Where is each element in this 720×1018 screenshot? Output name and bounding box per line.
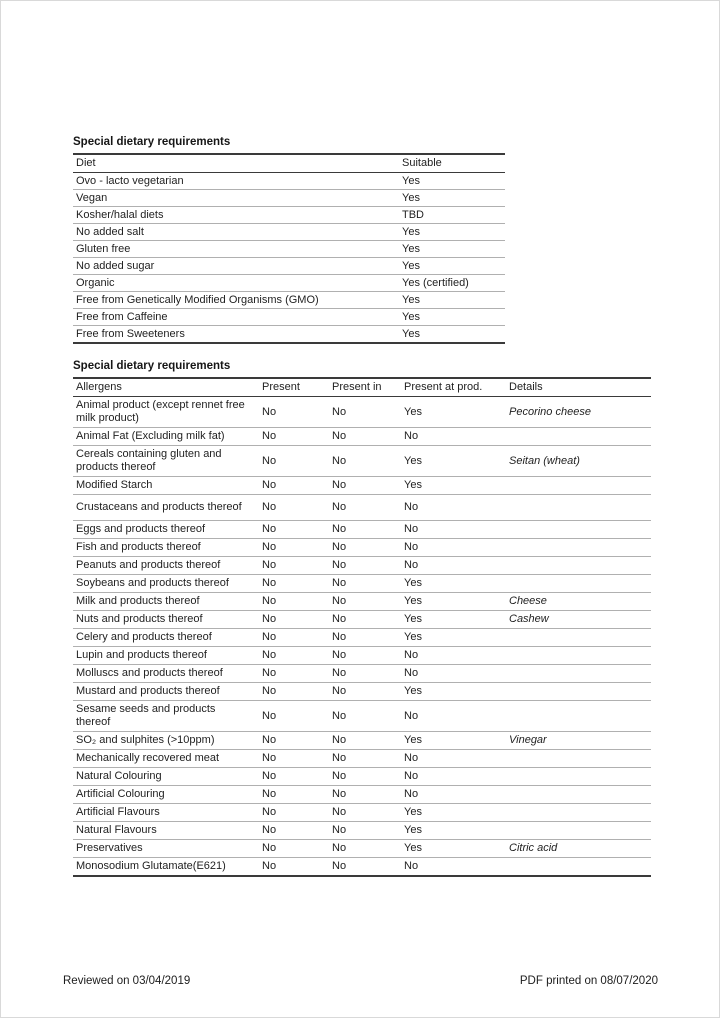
dietary-table-row: [73, 292, 505, 309]
details-cell: Vinegar: [506, 732, 651, 750]
present-in-cell: No: [329, 477, 401, 495]
present-at-prod-cell: No: [401, 701, 506, 732]
present-cell: No: [262, 405, 277, 418]
present-in-cell: No: [329, 786, 401, 804]
present-cell: No: [259, 593, 329, 611]
allergen-cell: Lupin and products thereof: [73, 647, 259, 665]
present-at-prod-cell: No: [401, 858, 506, 877]
diet-cell: Free from Genetically Modified Organisms (GMO): [73, 292, 399, 309]
present-cell: No: [259, 428, 329, 446]
column-header-diet: Diet: [73, 154, 399, 173]
present-at-prod-cell: Yes: [401, 683, 506, 701]
allergen-cell: Cereals containing gluten and products thereof: [73, 446, 259, 477]
present-cell: No: [259, 768, 329, 786]
allergen-table-row: [73, 858, 651, 877]
present-in-cell: No: [329, 557, 401, 575]
allergen-cell: Crustaceans and products thereof: [73, 495, 259, 521]
allergen-cell: Milk and products thereof: [73, 593, 259, 611]
present-in-cell: No: [329, 575, 401, 593]
present-cell: No: [259, 611, 329, 629]
present-cell: No: [259, 804, 329, 822]
allergen-cell: Nuts and products thereof: [73, 611, 259, 629]
footer-printed-date: PDF printed on 08/07/2020: [519, 975, 658, 987]
present-at-prod-cell: Yes: [401, 611, 506, 629]
column-header-present-at-prod: Present at prod.: [401, 378, 506, 397]
dietary-header-row: [73, 154, 505, 173]
allergen-table-row: [73, 477, 651, 495]
suitable-cell: Yes: [399, 309, 505, 326]
present-in-cell: No: [329, 647, 401, 665]
allergen-cell: Modified Starch: [73, 477, 259, 495]
present-in-cell: No: [329, 804, 401, 822]
dietary-table-body: [73, 173, 505, 344]
allergen-table-row: [73, 683, 651, 701]
allergen-table-row: [73, 428, 651, 446]
present-cell: No: [259, 786, 329, 804]
present-at-prod-cell: No: [401, 539, 506, 557]
present-at-prod-cell: No: [401, 786, 506, 804]
allergen-table-row: [73, 446, 651, 477]
details-cell: [506, 477, 651, 495]
present-at-prod-cell: No: [401, 495, 506, 521]
allergen-cell: Artificial Flavours: [73, 804, 259, 822]
present-in-cell: No: [329, 665, 401, 683]
allergens-header-row: [73, 378, 651, 397]
present-cell: No: [259, 495, 329, 521]
present-at-prod-cell: Yes: [401, 593, 506, 611]
allergen-table-row: [73, 629, 651, 647]
allergen-table-row: [73, 495, 651, 521]
present-at-prod-cell: Yes: [401, 575, 506, 593]
allergens-table-body: [73, 397, 651, 877]
present-in-cell: No: [329, 683, 401, 701]
allergen-table-row: [73, 647, 651, 665]
diet-cell: Organic: [73, 275, 399, 292]
details-cell: [506, 539, 651, 557]
present-in-cell: No: [329, 701, 401, 732]
present-at-prod-cell: Yes: [401, 629, 506, 647]
dietary-table-row: [73, 224, 505, 241]
suitable-cell: Yes: [399, 224, 505, 241]
allergen-table-row: [73, 593, 651, 611]
allergen-table-row: [73, 575, 651, 593]
present-cell: No: [259, 840, 329, 858]
allergen-table-row: [73, 665, 651, 683]
suitable-cell: Yes: [399, 258, 505, 275]
dietary-table-row: [73, 258, 505, 275]
present-in-cell: No: [329, 611, 401, 629]
suitable-cell: Yes: [399, 326, 505, 344]
present-at-prod-cell: No: [401, 521, 506, 539]
details-cell: [506, 629, 651, 647]
allergen-table-row: [73, 397, 651, 428]
present-cell: No: [259, 750, 329, 768]
present-at-prod-cell: No: [401, 557, 506, 575]
allergen-cell: Natural Flavours: [73, 822, 259, 840]
dietary-table-row: [73, 309, 505, 326]
column-header-suitable: Suitable: [399, 154, 505, 173]
present-at-prod-cell: No: [401, 768, 506, 786]
allergen-cell: Sesame seeds and products thereof: [73, 701, 259, 732]
present-at-prod-cell: Yes: [401, 732, 506, 750]
present-in-cell: No: [329, 822, 401, 840]
allergen-cell: Fish and products thereof: [73, 539, 259, 557]
allergen-cell: Soybeans and products thereof: [73, 575, 259, 593]
suitable-cell: Yes (certified): [399, 275, 505, 292]
page-footer: [63, 974, 658, 988]
allergen-cell: Mustard and products thereof: [73, 683, 259, 701]
present-cell: No: [259, 629, 329, 647]
diet-cell: No added sugar: [73, 258, 399, 275]
allergen-cell: Animal Fat (Excluding milk fat): [73, 428, 259, 446]
dietary-requirements-section: [73, 136, 505, 344]
details-cell: [506, 521, 651, 539]
present-at-prod-cell: Yes: [401, 804, 506, 822]
details-cell: [506, 683, 651, 701]
present-cell: No: [259, 858, 329, 877]
allergen-table-row: [73, 539, 651, 557]
details-cell: [506, 665, 651, 683]
allergen-table-row: [73, 557, 651, 575]
column-header-details: Details: [506, 378, 651, 397]
present-cell: No: [259, 539, 329, 557]
suitable-cell: Yes: [399, 292, 505, 309]
dietary-table-row: [73, 207, 505, 224]
suitable-cell: Yes: [399, 241, 505, 258]
present-in-cell: No: [329, 750, 401, 768]
present-cell: No: [259, 665, 329, 683]
allergens-section: [73, 360, 651, 877]
details-cell: [506, 495, 651, 521]
allergen-table-row: [73, 750, 651, 768]
allergen-table-row: [73, 701, 651, 732]
dietary-table-row: [73, 241, 505, 258]
present-in-cell: No: [329, 768, 401, 786]
column-header-present-in: Present in: [329, 378, 401, 397]
present-at-prod-cell: Yes: [401, 446, 506, 477]
present-cell: No: [259, 732, 329, 750]
details-cell: [506, 750, 651, 768]
present-cell: No: [259, 647, 329, 665]
suitable-cell: Yes: [402, 174, 420, 187]
diet-cell: Free from Sweeteners: [73, 326, 399, 344]
present-in-cell: No: [329, 428, 401, 446]
allergen-table-row: [73, 822, 651, 840]
suitable-cell: TBD: [399, 207, 505, 224]
present-in-cell: No: [332, 405, 347, 418]
present-cell: No: [259, 477, 329, 495]
present-at-prod-cell: Yes: [401, 822, 506, 840]
details-cell: Seitan (wheat): [506, 446, 651, 477]
details-cell: Cashew: [506, 611, 651, 629]
details-cell: [506, 786, 651, 804]
diet-cell: Vegan: [73, 190, 399, 207]
diet-cell: No added salt: [73, 224, 399, 241]
allergen-cell: SO₂ and sulphites (>10ppm): [73, 732, 259, 750]
details-cell: [506, 768, 651, 786]
dietary-table-row: [73, 190, 505, 207]
column-header-allergens: Allergens: [73, 378, 259, 397]
present-in-cell: No: [329, 446, 401, 477]
present-in-cell: No: [329, 840, 401, 858]
dietary-table-row: [73, 326, 505, 344]
present-cell: No: [259, 701, 329, 732]
details-cell: [506, 575, 651, 593]
present-in-cell: No: [329, 521, 401, 539]
present-in-cell: No: [329, 858, 401, 877]
dietary-table-row: [73, 173, 505, 190]
allergen-cell: Artificial Colouring: [73, 786, 259, 804]
dietary-table-row: [73, 275, 505, 292]
present-at-prod-cell: Yes: [401, 477, 506, 495]
details-cell: Cheese: [506, 593, 651, 611]
allergen-table-row: [73, 804, 651, 822]
present-in-cell: No: [329, 732, 401, 750]
allergen-cell: Animal product (except rennet free milk product): [76, 399, 245, 424]
footer-reviewed-date: Reviewed on 03/04/2019: [63, 975, 191, 987]
allergen-table-row: [73, 521, 651, 539]
allergen-table-row: [73, 786, 651, 804]
allergens-table-title: Special dietary requirements: [73, 360, 231, 372]
details-cell: [506, 858, 651, 877]
details-cell: Citric acid: [506, 840, 651, 858]
present-cell: No: [259, 575, 329, 593]
allergen-cell: Eggs and products thereof: [73, 521, 259, 539]
allergen-cell: Peanuts and products thereof: [73, 557, 259, 575]
present-cell: No: [259, 446, 329, 477]
present-at-prod-cell: No: [401, 750, 506, 768]
present-at-prod-cell: Yes: [404, 405, 422, 418]
present-in-cell: No: [329, 495, 401, 521]
present-at-prod-cell: No: [401, 647, 506, 665]
diet-cell: Ovo - lacto vegetarian: [76, 174, 184, 187]
diet-cell: Kosher/halal diets: [73, 207, 399, 224]
details-cell: [506, 428, 651, 446]
dietary-requirements-table: [73, 153, 505, 344]
present-at-prod-cell: Yes: [401, 840, 506, 858]
allergen-table-row: [73, 840, 651, 858]
present-cell: No: [259, 521, 329, 539]
details-cell: [506, 557, 651, 575]
allergen-table-row: [73, 768, 651, 786]
details-cell: [506, 804, 651, 822]
allergen-cell: Molluscs and products thereof: [73, 665, 259, 683]
suitable-cell: Yes: [399, 190, 505, 207]
present-in-cell: No: [329, 629, 401, 647]
present-at-prod-cell: No: [401, 428, 506, 446]
present-cell: No: [259, 683, 329, 701]
allergen-cell: Natural Colouring: [73, 768, 259, 786]
allergen-table-row: [73, 611, 651, 629]
dietary-table-title: Special dietary requirements: [73, 136, 231, 148]
present-in-cell: No: [329, 593, 401, 611]
allergens-table: [73, 377, 651, 877]
details-cell: [506, 647, 651, 665]
allergen-cell: Preservatives: [73, 840, 259, 858]
column-header-present: Present: [259, 378, 329, 397]
present-at-prod-cell: No: [401, 665, 506, 683]
present-in-cell: No: [329, 539, 401, 557]
allergen-cell: Monosodium Glutamate(E621): [73, 858, 259, 877]
allergen-table-row: [73, 732, 651, 750]
diet-cell: Gluten free: [73, 241, 399, 258]
present-cell: No: [259, 822, 329, 840]
diet-cell: Free from Caffeine: [73, 309, 399, 326]
details-cell: Pecorino cheese: [509, 405, 591, 418]
allergen-cell: Celery and products thereof: [73, 629, 259, 647]
allergen-cell: Mechanically recovered meat: [73, 750, 259, 768]
details-cell: [506, 701, 651, 732]
present-cell: No: [259, 557, 329, 575]
details-cell: [506, 822, 651, 840]
